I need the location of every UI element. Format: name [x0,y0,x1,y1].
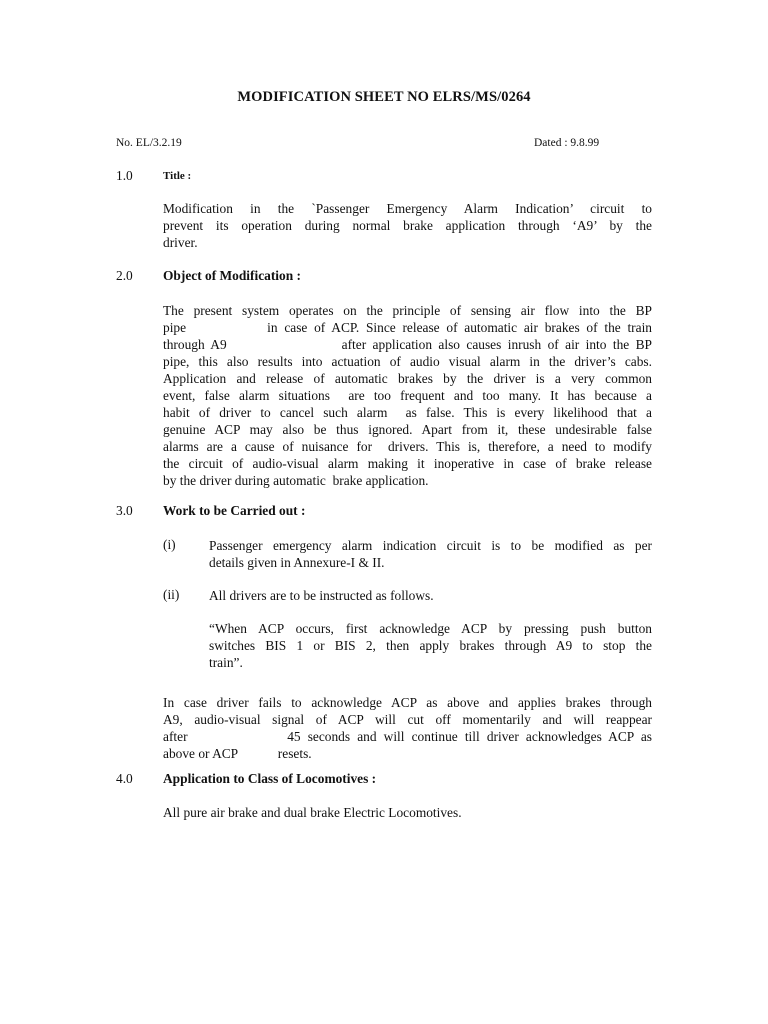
paragraph-line: after 45 seconds and will continue till driver acknowledges ACP as [163,729,652,744]
document-date: Dated : 9.8.99 [534,137,600,149]
section-4-heading: Application to Class of Locomotives : [163,771,377,786]
paragraph-line: The present system operates on the principle of sensing air flow into the BP [163,303,652,318]
paragraph-line: A9, audio-visual signal of ACP will cut off momentarily and will reappear [163,712,652,727]
reference-number: No. EL/3.2.19 [116,137,182,149]
section-4-text [163,804,652,821]
section-4-number: 4.0 [116,771,133,786]
paragraph-line: event, false alarm situations are too frequent and too many. It has because a [163,388,652,403]
paragraph-line: alarms are a cause of nuisance for drivers. This is, therefore, a need to modify [163,439,652,454]
section-1-number: 1.0 [116,168,133,183]
paragraph-line: All drivers are to be instructed as follows. [209,588,434,603]
item-2-label: (ii) [163,587,180,602]
paragraph-line: genuine ACP may also be thus ignored. Apart from it, these undesirable false [163,422,652,437]
paragraph-line: the circuit of audio-visual alarm making it inoperative in case of brake release [163,456,652,471]
paragraph-line: train”. [209,655,243,670]
section-1-heading: Title : [163,170,192,182]
paragraph-line: “When ACP occurs, first acknowledge ACP by pressing push button [209,621,652,636]
paragraph-line: driver. [163,235,198,250]
document-title: MODIFICATION SHEET NO ELRS/MS/0264 [237,89,531,105]
section-2-number: 2.0 [116,268,133,283]
paragraph-line: Passenger emergency alarm indication circuit is to be modified as per [209,538,652,553]
paragraph-line: switches BIS 1 or BIS 2, then apply brakes through A9 to stop the [209,638,652,653]
paragraph-line: All pure air brake and dual brake Electric Locomotives. [163,805,462,820]
paragraph-line: Application and release of automatic brakes by the driver is a very common [163,371,652,386]
section-3-closing-text [163,694,652,762]
paragraph-line: prevent its operation during normal brake application through ‘A9’ by the [163,218,652,233]
section-3-number: 3.0 [116,503,133,518]
item-1-label: (i) [163,537,176,552]
driver-instruction-quote [209,620,652,671]
section-2-text [163,302,652,489]
paragraph-line: pipe, this also results into actuation of audio visual alarm in the driver’s cabs. [163,354,652,369]
paragraph-line: Modification in the `Passenger Emergency Alarm Indication’ circuit to [163,201,652,216]
section-2-heading: Object of Modification : [163,268,301,283]
paragraph-line: details given in Annexure-I & II. [209,555,385,570]
paragraph-line: through A9 after application also causes inrush of air into the BP [163,337,652,352]
paragraph-line: by the driver during automatic brake application. [163,473,429,488]
item-2-text [209,587,652,604]
paragraph-line: habit of driver to cancel such alarm as false. This is every likelihood that a [163,405,652,420]
section-1-text [163,200,652,251]
paragraph-line: pipe in case of ACP. Since release of automatic air brakes of the train [163,320,652,335]
paragraph-line: In case driver fails to acknowledge ACP as above and applies brakes through [163,695,652,710]
paragraph-line: above or ACP resets. [163,746,312,761]
item-1-text [209,537,652,571]
section-3-heading: Work to be Carried out : [163,503,306,518]
